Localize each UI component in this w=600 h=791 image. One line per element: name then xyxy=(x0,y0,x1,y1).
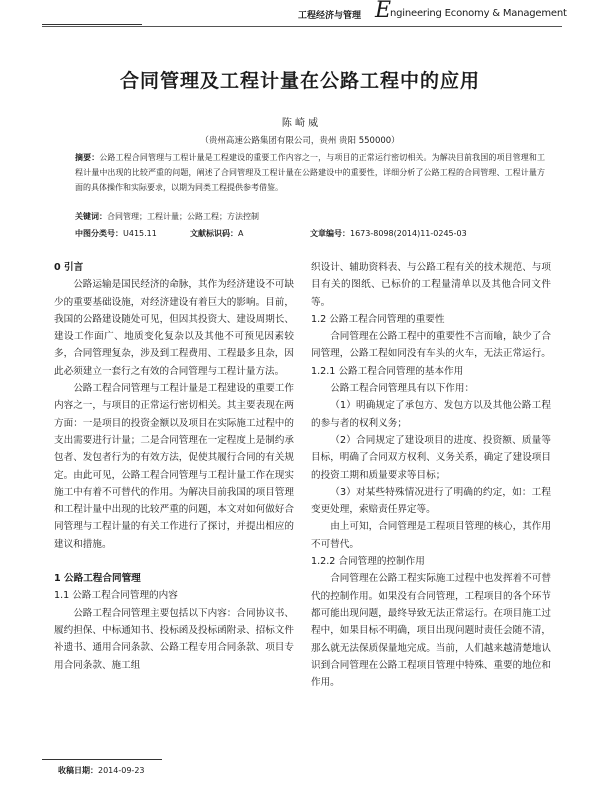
clc-label: 中图分类号： xyxy=(75,229,123,238)
keywords xyxy=(75,211,545,222)
section-heading: 0 引言 xyxy=(54,262,84,273)
header-rule xyxy=(42,26,562,27)
paragraph: 公路工程合同管理主要包括以下内容：合同协议书、履约担保、中标通知书、投标函及投标函附录、招标文件补遗书、通用合同条款、公路工程专用合同条款、项目专用合同条款、施工组 xyxy=(54,607,294,671)
paragraph: 由上可知，合同管理是工程项目管理的核心，其作用不可替代。 xyxy=(311,521,551,550)
clc-value: U415.11 xyxy=(123,229,157,238)
article-no-label: 文章编号： xyxy=(310,229,350,238)
subsection-heading: 1.2 公路工程合同管理的重要性 xyxy=(311,313,445,325)
received-label: 收稿日期： xyxy=(58,766,98,775)
abstract xyxy=(75,150,545,195)
paragraph: 公路工程合同管理具有以下作用： xyxy=(330,383,475,395)
article-author: 陈 崎 威 xyxy=(281,118,319,129)
author-affiliation: （贵州高速公路集团有限公司，贵州 贵阳 550000） xyxy=(200,136,400,146)
paragraph: 织设计、辅助资料表、与公路工程有关的技术规范、与项目有关的图纸、已标价的工程量清单以及其他合同文件等。 xyxy=(311,262,551,308)
received-value: 2014-09-23 xyxy=(98,766,145,775)
left-column xyxy=(54,259,294,674)
clc-number xyxy=(75,228,157,239)
section-heading: 1 公路工程合同管理 xyxy=(54,573,141,585)
article-title: 合同管理及工程计量在公路工程中的应用 xyxy=(119,70,480,92)
subsubsection-heading: 1.2.1 公路工程合同管理的基本作用 xyxy=(311,365,464,377)
list-item: （1）明确规定了承包方、发包方以及其他公路工程的参与者的权利义务； xyxy=(311,400,551,429)
list-item: （2）合同规定了建设项目的进度、投资额、质量等目标，明确了合同双方权利、义务关系，确定了建设项目的投资工期和质量要求等目标； xyxy=(311,434,551,481)
spacer xyxy=(54,553,294,570)
right-column xyxy=(311,259,551,691)
subsection-heading: 1.1 公路工程合同管理的内容 xyxy=(54,590,178,602)
received-date xyxy=(58,765,145,776)
subsubsection-heading: 1.2.2 合同管理的控制作用 xyxy=(311,556,425,568)
abstract-text: 公路工程合同管理与工程计量是工程建设的重要工作内容之一，与项目的正常运行密切相关。为解决目前我国的项目管理和工程计量中出现的比较严重的问题，阐述了合同管理及工程计量在公路建设中的重要性，详细分析了公路工程的合同管理、工程计量方面的具体操作和实际要求，以期为同类工程提供参考借鉴。 xyxy=(75,153,546,192)
paragraph: 公路运输是国民经济的命脉，其作为经济建设不可缺少的重要基础设施，对经济建设有着巨大的影响。目前，我国的公路建设随处可见，但因其投资大、建设周期长、建设工作面广、地质变化复杂以及其他不可预见因素较多，合同管理复杂，涉及到工程费用、工程最多且杂，因此必须建立一套行之有效的合同管理与工程计量方法。 xyxy=(54,279,294,377)
list-item: （3）对某些特殊情况进行了明确的约定，如：工程变更处理，索赔责任界定等。 xyxy=(311,486,551,516)
header-left-rule xyxy=(42,24,142,25)
doc-code-label: 文献标识码： xyxy=(190,229,238,238)
document-code xyxy=(190,228,243,239)
paragraph: 合同管理在公路工程中的重要性不言而喻，缺少了合同管理，公路工程如同没有车头的火车，无法正常运行。 xyxy=(311,331,551,360)
running-header xyxy=(0,0,600,30)
journal-name-en: ngineering Economy & Management xyxy=(390,8,567,19)
article-no-value: 1673-8098(2014)11-0245-03 xyxy=(350,229,467,238)
footnote-rule xyxy=(42,759,162,760)
article-number xyxy=(310,228,467,239)
abstract-label: 摘要： xyxy=(75,153,100,162)
journal-logo-initial: E xyxy=(375,0,392,23)
keywords-label: 关键词： xyxy=(75,212,107,221)
doc-code-value: A xyxy=(238,229,244,238)
journal-name-cn: 工程经济与管理 xyxy=(298,11,362,21)
keywords-text: 合同管理；工程计量；公路工程；方法控制 xyxy=(107,212,259,221)
paragraph: 公路工程合同管理与工程计量是工程建设的重要工作内容之一，与项目的正常运行密切相关。其主要表现在两方面：一是项目的投资金额以及项目在实际施工过程中的支出需要进行计量；二是合同管理在一定程度上是制约承包者、发包者行为的有效方法，促使其履行合同的有关规定。由此可见，公路工程合同管理与工程计量工作在现实施工中有着不可替代的作用。为解决目前我国的项目管理和工程计量中出现的比较严重的问题，本文对如何做好合同管理与工程计量的有关工作进行了探讨，并提出相应的建议和措施。 xyxy=(54,383,294,550)
paragraph: 合同管理在公路工程实际施工过程中也发挥着不可替代的控制作用。如果没有合同管理，工程项目的各个环节都可能出现问题，最终导致无法正常运行。在项目施工过程中，如果目标不明确，项目出现问题时责任会随不清，那么就无法保质保量地完成。当前，人们越来越清楚地认识到合同管理在公路工程项目管理中特殊、重要的地位和作用。 xyxy=(311,573,551,689)
